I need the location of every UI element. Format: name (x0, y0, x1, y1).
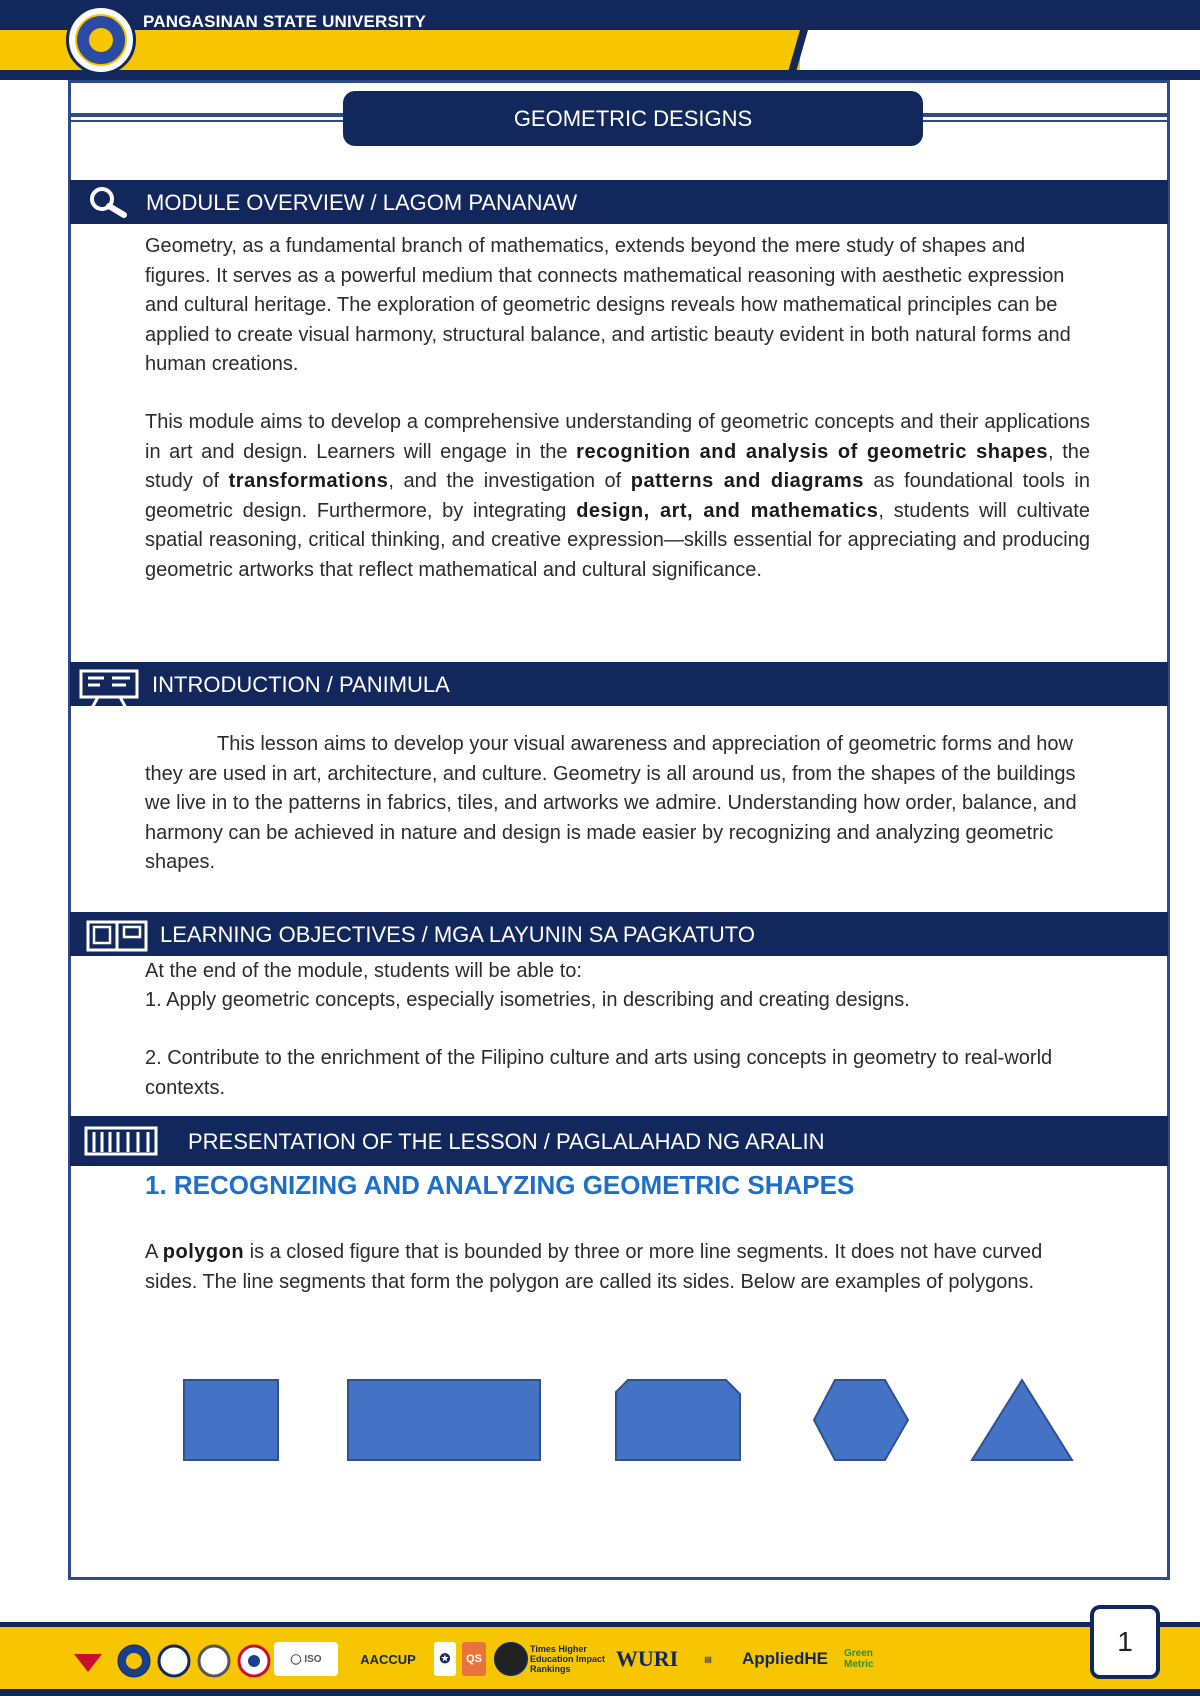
the-logo-icon (494, 1642, 528, 1676)
section-bar-introduction (70, 662, 1168, 706)
section-heading-introduction: INTRODUCTION / PANIMULA (152, 672, 450, 697)
square-shape (184, 1380, 278, 1460)
open-book-icon (86, 918, 148, 954)
triangle-shape (972, 1380, 1072, 1460)
rectangle-shape (348, 1380, 540, 1460)
objectives-lead: At the end of the module, students will be able to: (145, 960, 582, 982)
ched-seal-icon (159, 1646, 189, 1676)
iso-logo-icon: ◯ ISO (274, 1642, 338, 1676)
header-white-panel (800, 30, 1200, 72)
section-bar-overview (70, 180, 1168, 224)
polygon-definition: A polygon is a closed figure that is bounded by three or more line segments. It does not have curved sides. The line segments that form the polygon are called its sides. Below are examples of polygons. (145, 1241, 1043, 1293)
presentation-board-icon (78, 668, 140, 708)
section-heading-presentation: PRESENTATION OF THE LESSON / PAGLALAHAD NG ARALIN (188, 1129, 825, 1154)
objective-item-2: 2. Contribute to the enrichment of the Filipino culture and arts using concepts in geometry to real-world contexts. (145, 1047, 1053, 1099)
footer-seal-logos (68, 1644, 298, 1678)
lesson-subheading: 1. RECOGNIZING AND ANALYZING GEOMETRIC SHAPES (145, 1170, 855, 1200)
ranking-logo-icon: ▤ (704, 1654, 712, 1664)
hexagon-shape (814, 1380, 908, 1460)
section-bar-presentation (70, 1116, 1168, 1166)
page-title: GEOMETRIC DESIGNS (343, 91, 923, 146)
polygon-examples (0, 1370, 1200, 1470)
header-bottom-band (0, 70, 1200, 80)
introduction-paragraph: This lesson aims to develop your visual awareness and appreciation of geometric forms and how they are used in art, architecture, and culture. Geometry is all around us, from the shapes of the buildings we live in to the patterns in fabrics, tiles, and artworks we admire. Understanding how order, balance, and harmony can be achieved in nature and design is made easier by recognizing and analyzing geometric shapes. (145, 733, 1077, 873)
award-logo-icon: ✪ (434, 1642, 456, 1676)
aaccup-logo: AACCUP (360, 1651, 416, 1667)
greenmetric-logo: Green Metric (844, 1648, 874, 1670)
qs-logo: QS (462, 1642, 486, 1676)
wuri-logo: WURI (615, 1646, 679, 1671)
section-heading-overview: MODULE OVERVIEW / LAGOM PANANAW (146, 190, 578, 215)
appliedhe-logo: AppliedHE (742, 1649, 828, 1668)
times-higher-education-logo: Times Higher Education Impact Rankings (530, 1644, 606, 1674)
page-number: 1 (1090, 1605, 1160, 1679)
government-seal-icon (199, 1646, 229, 1676)
university-seal-icon (66, 5, 136, 75)
section-bar-objectives (70, 912, 1168, 956)
books-icon (84, 1124, 160, 1158)
cut-corner-rectangle-shape (616, 1380, 740, 1460)
objective-item-1: 1. Apply geometric concepts, especially isometries, in describing and creating designs. (145, 989, 910, 1011)
overview-paragraph-2: This module aims to develop a comprehensive understanding of geometric concepts and their applications in art and design. Learners will engage in the recognition and analysis of geometric shapes, the study of transformations, and the investigation of patterns and diagrams as foundational tools in geometric design. Furthermore, by integrating design, art, and mathematics, students will cultivate spatial reasoning, critical thinking, and creative expression—skills essential for appreciating and producing geometric artworks that reflect mathematical and cultural significance. (145, 411, 1091, 581)
magnifier-icon (88, 186, 128, 218)
heart-logo-icon (74, 1654, 102, 1672)
section-heading-objectives: LEARNING OBJECTIVES / MGA LAYUNIN SA PAGKATUTO (160, 922, 755, 947)
footer-bottom-band (0, 1689, 1200, 1696)
university-name: PANGASINAN STATE UNIVERSITY (143, 12, 427, 31)
overview-paragraph-1: Geometry, as a fundamental branch of mathematics, extends beyond the mere study of shapes and figures. It serves as a powerful medium that connects mathematical reasoning with aesthetic expression and cultural heritage. The exploration of geometric designs reveals how mathematical principles can be applied to create visual harmony, structural balance, and artistic beauty evident in both natural forms and human creations. (145, 235, 1071, 375)
